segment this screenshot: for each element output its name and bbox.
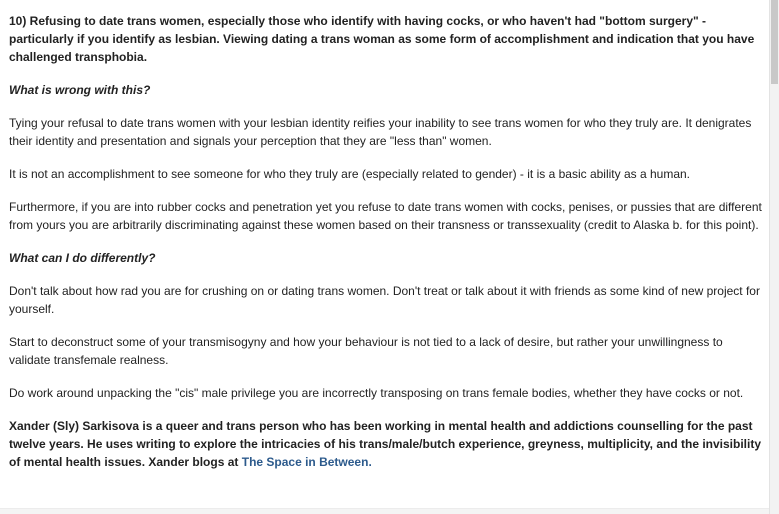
scrollbar-thumb[interactable] — [771, 0, 778, 84]
vertical-scrollbar[interactable] — [769, 0, 779, 514]
what-is-wrong-heading: What is wrong with this? — [9, 83, 151, 97]
blog-link[interactable]: The Space in Between. — [241, 455, 372, 469]
wrong-paragraph-1: Tying your refusal to date trans women with your lesbian identity reifies your inability to see trans women for who they truly are. It denigrates their identity and presentation and signals your perception that they are "less than" women. — [9, 116, 752, 148]
bottom-edge — [0, 508, 769, 514]
author-bio — [9, 417, 764, 471]
differently-paragraph-1: Don't talk about how rad you are for crushing on or dating trans women. Don't treat or talk about it with friends as some kind of new project for yourself. — [9, 284, 760, 316]
wrong-paragraph-2: It is not an accomplishment to see someone for who they truly are (especially related to gender) - it is a basic ability as a human. — [9, 167, 690, 181]
article-body — [9, 12, 764, 486]
author-bio-text: Xander (Sly) Sarkisova is a queer and trans person who has been working in mental health and addictions counselling for the past twelve years. He uses writing to explore the intricacies of his trans/male/butch experience, greyness, multiplicity, and the invisibility of mental health issues. Xander blogs at — [9, 419, 762, 469]
wrong-paragraph-3: Furthermore, if you are into rubber cocks and penetration yet you refuse to date trans women with cocks, penises, or pussies that are different from yours you are arbitrarily discriminating against these women based on their transness or transsexuality (credit to Alaska b. for this point). — [9, 200, 762, 232]
differently-paragraph-3: Do work around unpacking the "cis" male privilege you are incorrectly transposing on trans female bodies, whether they have cocks or not. — [9, 386, 744, 400]
item-10-heading: 10) Refusing to date trans women, especially those who identify with having cocks, or who haven't had "bottom surgery" - particularly if you identify as lesbian. Viewing dating a trans woman as some form of accomplishment and indication that you have challenged transphobia. — [9, 14, 755, 64]
what-can-i-do-heading: What can I do differently? — [9, 251, 156, 265]
differently-paragraph-2: Start to deconstruct some of your transmisogyny and how your behaviour is not tied to a lack of desire, but rather your unwillingness to validate transfemale realness. — [9, 335, 723, 367]
